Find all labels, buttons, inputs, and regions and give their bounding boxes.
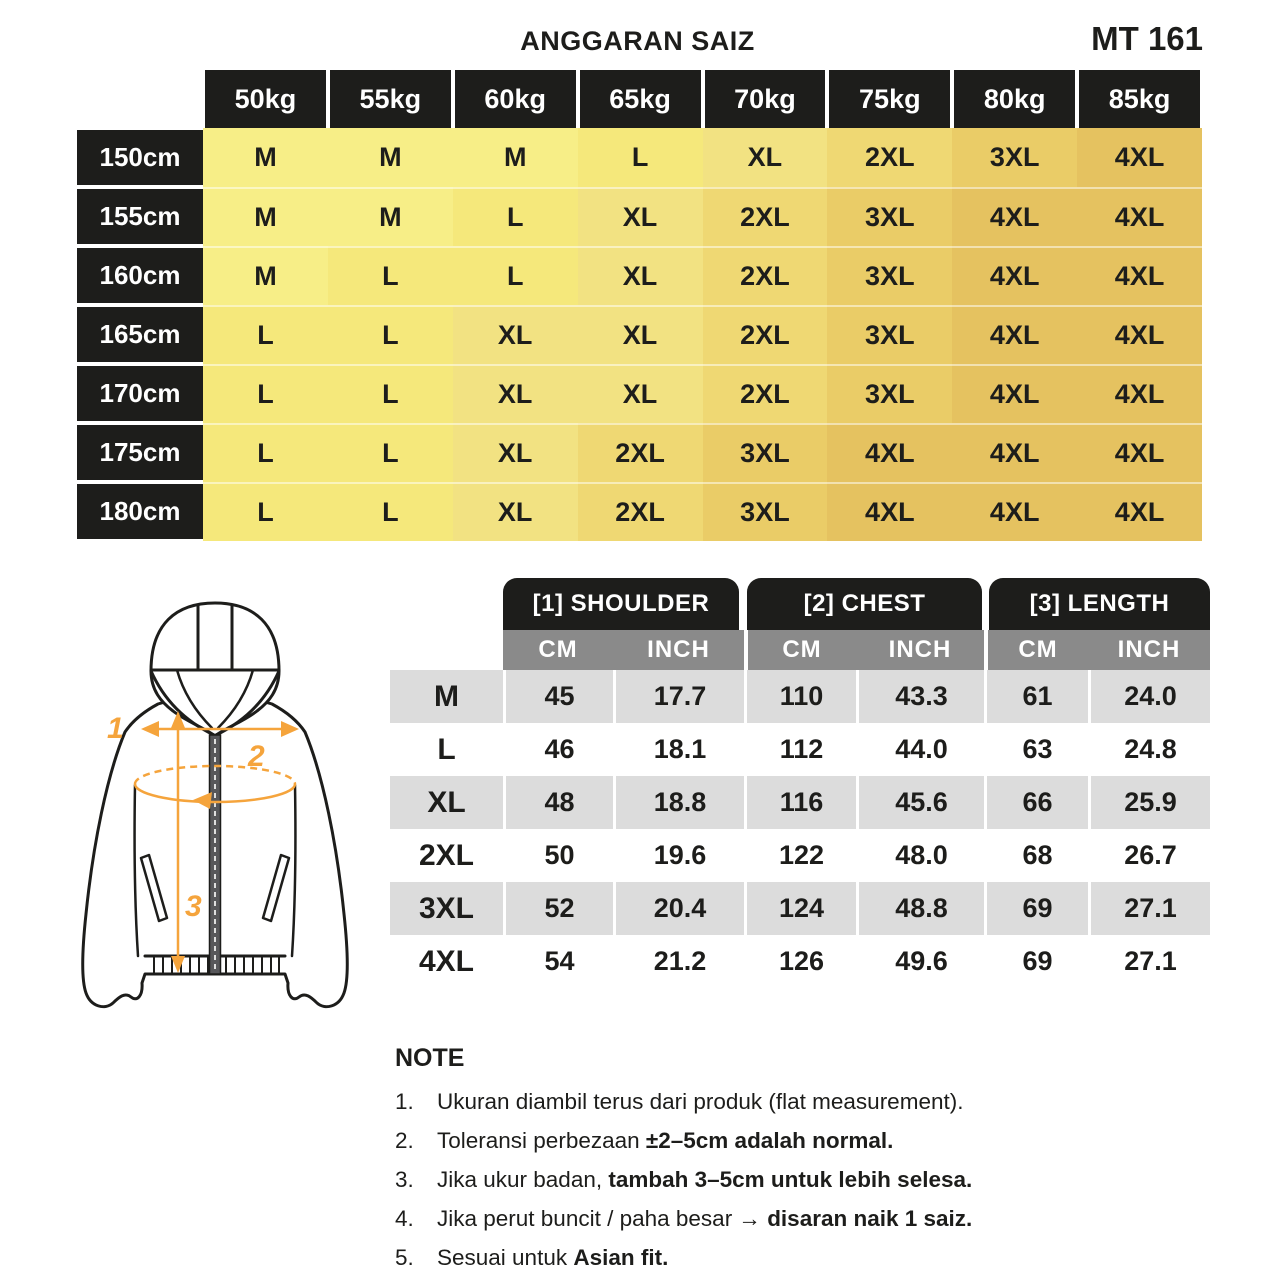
size-row-label: L <box>390 723 503 776</box>
unit-header-cell: CM <box>503 630 613 670</box>
measurement-value-cell: 69 <box>984 882 1088 935</box>
page-title: ANGGARAN SAIZ <box>520 26 755 56</box>
note-text <box>437 1206 972 1232</box>
note-segment: ±2–5cm adalah normal. <box>645 1127 894 1153</box>
measurement-value-cell: 24.8 <box>1088 723 1210 776</box>
product-code: MT 161 <box>1091 20 1203 57</box>
size-cell: M <box>453 128 578 187</box>
size-cell: 3XL <box>827 187 952 246</box>
size-cell: M <box>203 187 328 246</box>
note-number: 2. <box>395 1127 414 1153</box>
size-cell: 3XL <box>827 305 952 364</box>
size-cell: 4XL <box>1077 246 1202 305</box>
size-cell: 4XL <box>1077 364 1202 423</box>
size-cell: 2XL <box>827 128 952 187</box>
note-item <box>395 1128 1225 1154</box>
size-cell: L <box>578 128 703 187</box>
size-row-label: 2XL <box>390 829 503 882</box>
measurement-value-cell: 48.8 <box>856 882 984 935</box>
note-number: 4. <box>395 1205 414 1231</box>
size-cell: 4XL <box>952 482 1077 541</box>
note-segment: Jika perut buncit / paha besar → <box>437 1205 768 1231</box>
notes-section <box>395 1044 1225 1275</box>
height-label-cell: 170cm <box>77 364 203 423</box>
measurement-value-cell: 116 <box>744 776 856 829</box>
size-cell: L <box>203 364 328 423</box>
note-text <box>437 1089 963 1115</box>
note-text <box>437 1128 893 1154</box>
measure-group-header: [2] CHEST <box>747 578 982 630</box>
size-cell: 4XL <box>1077 482 1202 541</box>
size-cell: XL <box>703 128 828 187</box>
measurement-value-cell: 19.6 <box>613 829 744 882</box>
size-cell: L <box>328 423 453 482</box>
note-number: 3. <box>395 1166 414 1192</box>
size-cell: L <box>328 482 453 541</box>
measure-group-header: [3] LENGTH <box>989 578 1210 630</box>
size-cell: XL <box>453 423 578 482</box>
size-cell: 4XL <box>952 305 1077 364</box>
size-cell: L <box>328 305 453 364</box>
height-label-cell: 160cm <box>77 246 203 305</box>
note-item <box>395 1206 1225 1232</box>
measurement-value-cell: 26.7 <box>1088 829 1210 882</box>
unit-corner <box>390 630 503 670</box>
table-corner <box>390 578 503 630</box>
measurement-value-cell: 44.0 <box>856 723 984 776</box>
measurement-value-cell: 50 <box>503 829 613 882</box>
size-cell: 2XL <box>703 246 828 305</box>
size-cell: XL <box>578 364 703 423</box>
size-cell: L <box>203 423 328 482</box>
measurement-value-cell: 27.1 <box>1088 882 1210 935</box>
note-item <box>395 1245 1225 1271</box>
measurement-value-cell: 110 <box>744 670 856 723</box>
measurement-value-cell: 18.1 <box>613 723 744 776</box>
size-cell: 4XL <box>827 482 952 541</box>
size-cell: 4XL <box>952 246 1077 305</box>
measurement-value-cell: 27.1 <box>1088 935 1210 988</box>
note-segment: Sesuai untuk <box>437 1244 574 1270</box>
size-cell: 4XL <box>1077 305 1202 364</box>
height-label-cell: 155cm <box>77 187 203 246</box>
size-cell: 3XL <box>703 423 828 482</box>
measurement-value-cell: 46 <box>503 723 613 776</box>
size-cell: 4XL <box>1077 423 1202 482</box>
measurement-value-cell: 45.6 <box>856 776 984 829</box>
measurement-value-cell: 45 <box>503 670 613 723</box>
size-matrix <box>77 70 1202 541</box>
unit-header-cell: INCH <box>856 630 984 670</box>
note-item <box>395 1167 1225 1193</box>
weight-header-cell: 70kg <box>703 70 828 128</box>
measurement-value-cell: 20.4 <box>613 882 744 935</box>
measure-group-header: [1] SHOULDER <box>503 578 739 630</box>
unit-header-cell: CM <box>744 630 856 670</box>
measurement-value-cell: 25.9 <box>1088 776 1210 829</box>
measurement-value-cell: 48.0 <box>856 829 984 882</box>
measurement-value-cell: 61 <box>984 670 1088 723</box>
size-cell: 2XL <box>703 187 828 246</box>
size-cell: XL <box>578 187 703 246</box>
measurement-value-cell: 17.7 <box>613 670 744 723</box>
size-cell: XL <box>578 246 703 305</box>
height-label-cell: 180cm <box>77 482 203 541</box>
weight-header-cell: 85kg <box>1077 70 1202 128</box>
measurement-value-cell: 66 <box>984 776 1088 829</box>
size-cell: 2XL <box>578 482 703 541</box>
size-cell: L <box>203 482 328 541</box>
measurement-value-cell: 126 <box>744 935 856 988</box>
note-segment: Ukuran diambil terus dari produk (flat measurement). <box>437 1089 964 1114</box>
size-cell: L <box>328 364 453 423</box>
weight-header-cell: 65kg <box>578 70 703 128</box>
measurement-value-cell: 49.6 <box>856 935 984 988</box>
notes-heading: NOTE <box>395 1044 465 1072</box>
unit-header-cell: INCH <box>613 630 744 670</box>
measurement-value-cell: 69 <box>984 935 1088 988</box>
note-text <box>437 1245 668 1271</box>
size-cell: XL <box>453 305 578 364</box>
measure-label-1: 1 <box>107 712 124 745</box>
height-label-cell: 150cm <box>77 128 203 187</box>
measurement-value-cell: 43.3 <box>856 670 984 723</box>
measurement-value-cell: 112 <box>744 723 856 776</box>
weight-header-cell: 75kg <box>827 70 952 128</box>
weight-header-cell: 50kg <box>203 70 328 128</box>
jacket-diagram <box>55 578 395 1018</box>
note-number: 5. <box>395 1244 414 1270</box>
size-cell: 4XL <box>827 423 952 482</box>
note-text <box>437 1167 972 1193</box>
size-row-label: 3XL <box>390 882 503 935</box>
note-item <box>395 1089 1225 1115</box>
size-cell: L <box>328 246 453 305</box>
note-segment: disaran naik 1 saiz. <box>767 1205 973 1231</box>
measurement-value-cell: 68 <box>984 829 1088 882</box>
size-cell: XL <box>453 364 578 423</box>
weight-header-cell: 60kg <box>453 70 578 128</box>
height-label-cell: 165cm <box>77 305 203 364</box>
matrix-corner <box>77 70 203 128</box>
note-segment: Asian fit. <box>573 1244 669 1270</box>
measurement-value-cell: 18.8 <box>613 776 744 829</box>
size-cell: 4XL <box>952 364 1077 423</box>
measurement-value-cell: 122 <box>744 829 856 882</box>
size-cell: 2XL <box>578 423 703 482</box>
size-cell: 3XL <box>827 246 952 305</box>
weight-header-cell: 55kg <box>328 70 453 128</box>
measurement-value-cell: 63 <box>984 723 1088 776</box>
size-cell: 3XL <box>952 128 1077 187</box>
size-row-label: M <box>390 670 503 723</box>
height-label-cell: 175cm <box>77 423 203 482</box>
size-cell: 4XL <box>1077 128 1202 187</box>
size-row-label: XL <box>390 776 503 829</box>
size-cell: 3XL <box>827 364 952 423</box>
size-cell: L <box>453 187 578 246</box>
unit-header-cell: INCH <box>1088 630 1210 670</box>
size-cell: M <box>328 187 453 246</box>
size-cell: M <box>203 246 328 305</box>
notes-list <box>395 1089 1225 1270</box>
note-segment: Toleransi perbezaan <box>437 1127 646 1153</box>
measure-label-3: 3 <box>185 890 202 923</box>
size-cell: 4XL <box>952 187 1077 246</box>
size-row-label: 4XL <box>390 935 503 988</box>
size-cell: 4XL <box>952 423 1077 482</box>
note-number: 1. <box>395 1089 414 1114</box>
size-cell: L <box>453 246 578 305</box>
unit-header-cell: CM <box>984 630 1088 670</box>
size-cell: XL <box>578 305 703 364</box>
measurement-value-cell: 24.0 <box>1088 670 1210 723</box>
measurement-value-cell: 48 <box>503 776 613 829</box>
size-cell: XL <box>453 482 578 541</box>
measurement-table <box>390 578 1210 988</box>
size-cell: 2XL <box>703 364 828 423</box>
size-cell: 2XL <box>703 305 828 364</box>
note-segment: tambah 3–5cm untuk lebih selesa. <box>608 1166 973 1192</box>
size-cell: M <box>328 128 453 187</box>
weight-header-cell: 80kg <box>952 70 1077 128</box>
measurement-value-cell: 52 <box>503 882 613 935</box>
size-cell: 3XL <box>703 482 828 541</box>
size-cell: 4XL <box>1077 187 1202 246</box>
measurement-value-cell: 54 <box>503 935 613 988</box>
measurement-value-cell: 124 <box>744 882 856 935</box>
note-segment: Jika ukur badan, <box>437 1166 609 1192</box>
measure-label-2: 2 <box>248 740 265 773</box>
size-cell: L <box>203 305 328 364</box>
measurement-value-cell: 21.2 <box>613 935 744 988</box>
size-cell: M <box>203 128 328 187</box>
